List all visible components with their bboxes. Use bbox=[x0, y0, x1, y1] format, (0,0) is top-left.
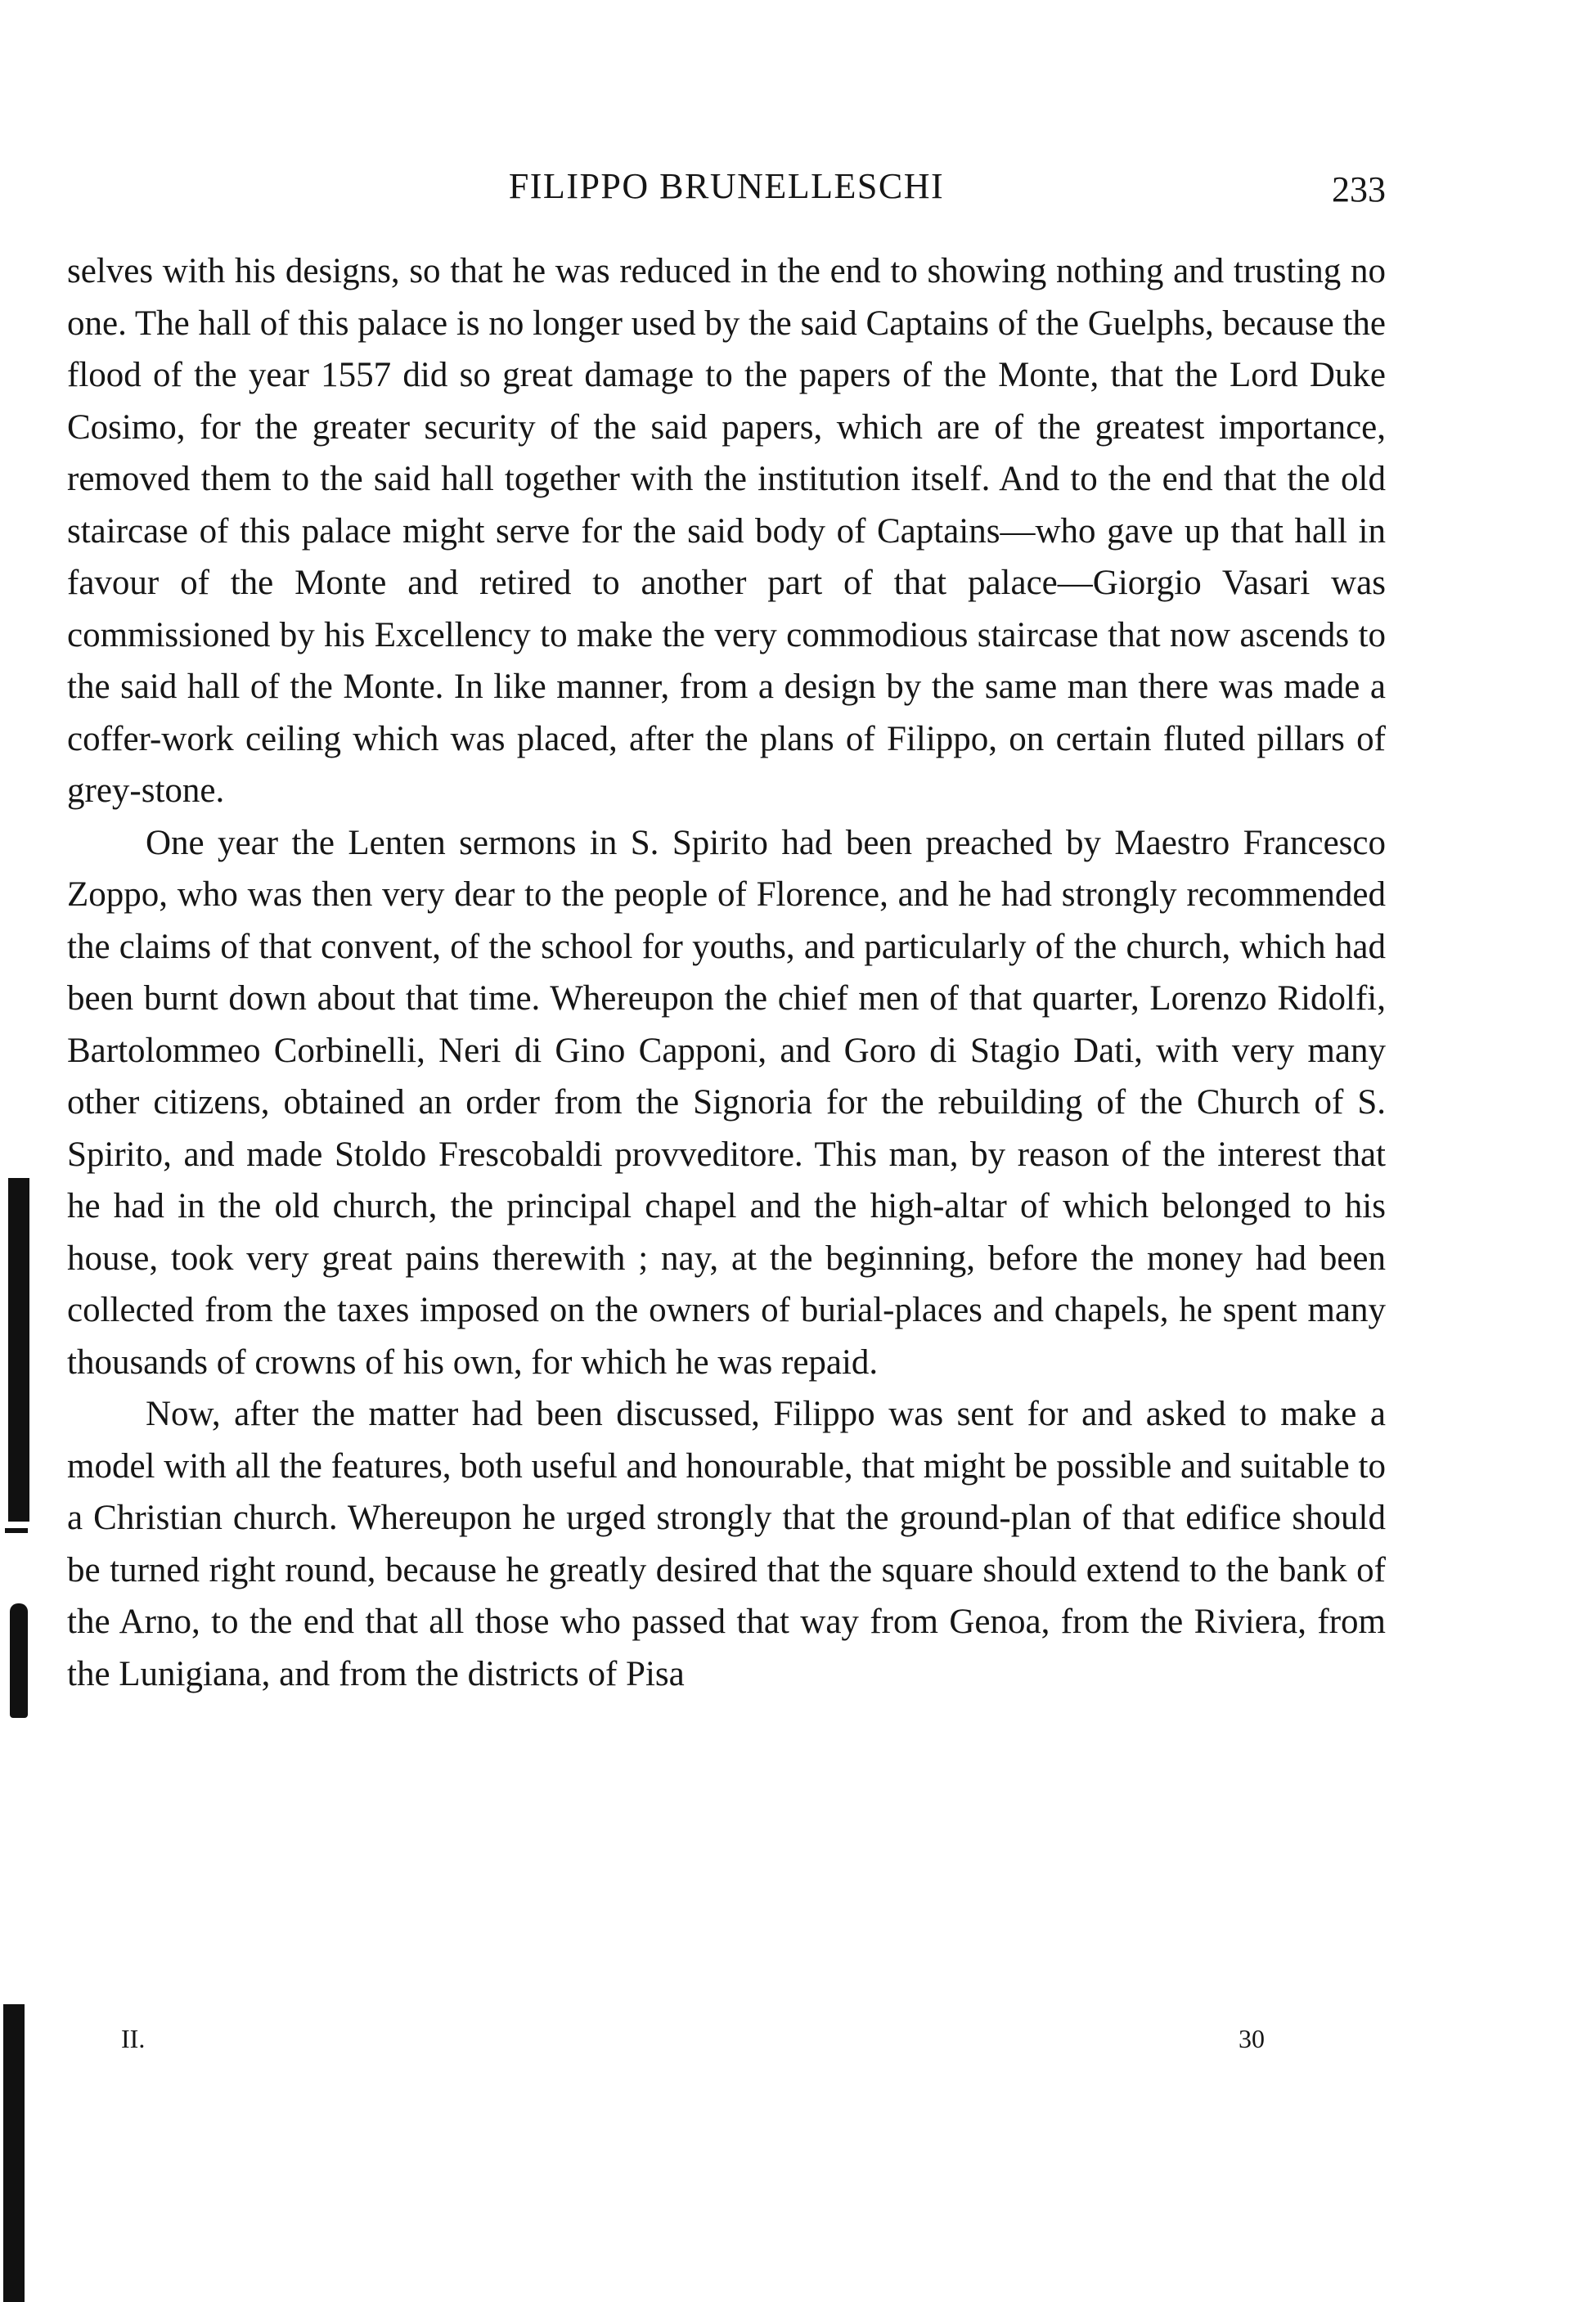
page-header bbox=[67, 165, 1386, 214]
body-text bbox=[67, 245, 1386, 1700]
page-number: 233 bbox=[1332, 169, 1386, 209]
running-title: FILIPPO BRUNELLESCHI bbox=[508, 166, 945, 206]
scan-edge-mark-middle bbox=[10, 1603, 28, 1718]
paragraph-3: Now, after the matter had been discussed, Filippo was sent for and asked to make a model with all the features, both useful and honourable, that might be possible and suitable to a Christian church. Whereupon he urged strongly that the ground-plan of that edifice should be turned right round, because he greatly desired that the square should extend to the bank of the Arno, to the end that all those who passed that way from Genoa, from the Riviera, from the Lunigiana, and from the districts of Pisa bbox=[67, 1395, 1386, 1693]
paragraph-1: selves with his designs, so that he was reduced in the end to showing nothing and trusting no one. The hall of this palace is no longer used by the said Captains of the Guelphs, because the flood of the year 1557 did so great damage to the papers of the Monte, that the Lord Duke Cosimo, for the greater security of the said papers, which are of the greatest importance, removed them to the said hall together with the institution itself. And to the end that the old staircase of this palace might serve for the said body of Captains—who gave up that hall in favour of the Monte and retired to another part of that palace—Giorgio Vasari was commissioned by his Excellency to make the very commodious staircase that now ascends to the said hall of the Monte. In like manner, from a design by the same man there was made a coffer-work ceiling which was placed, after the plans of Filippo, on certain fluted pillars of grey-stone. bbox=[67, 252, 1386, 810]
volume-signature: II. bbox=[121, 2024, 146, 2053]
scan-edge-mark-upper bbox=[8, 1178, 29, 1522]
scan-edge-mark-small bbox=[5, 1528, 28, 1533]
scan-edge-mark-lower bbox=[3, 2004, 25, 2302]
paragraph-2: One year the Lenten sermons in S. Spirito had been preached by Maestro Francesco Zoppo, who was then very dear to the people of Florence, and he had strongly recommended the claims of that convent, of the school for youths, and particularly of the church, which had been burnt down about that time. Whereupon the chief men of that quarter, Lorenzo Ridolfi, Bartolommeo Corbinelli, Neri di Gino Capponi, and Goro di Stagio Dati, with very many other citizens, obtained an order from the Signoria for the rebuilding of the Church of S. Spirito, and made Stoldo Frescobaldi provveditore. This man, by reason of the interest that he had in the old church, the principal chapel and the high-altar of which belonged to his house, took very great pains therewith ; nay, at the beginning, before the money had been collected from the taxes imposed on the owners of burial-places and chapels, he spent many thousands of crowns of his own, for which he was repaid. bbox=[67, 823, 1386, 1382]
page-footer bbox=[67, 2024, 1386, 2065]
sheet-signature: 30 bbox=[1239, 2024, 1265, 2053]
